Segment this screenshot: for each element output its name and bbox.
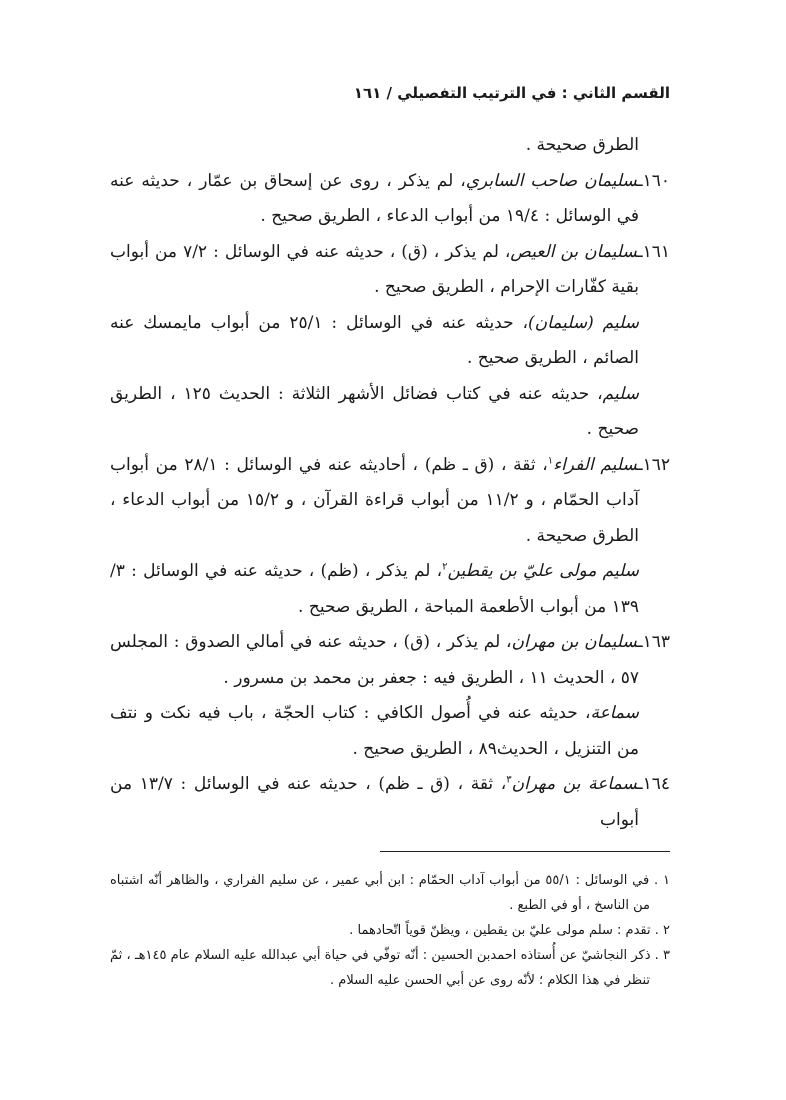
footnote-3: ٣ . ذكر النجاشيّ عن أُستاذه احمدبن الحسين : أنّه توفّي في حياة أبي عبدالله عليه السلام عام ١٤٥هـ ، ثمّ تنظر في هذا الكلام ؛ لأنّه روى عن أبي الحسن عليه السلام . — [110, 948, 670, 988]
main-text — [110, 128, 670, 838]
narrator-name: سليم مولى عليّ بن يقطين — [447, 561, 639, 581]
entry-body: ، ثقة ، (ق ـ ظم) ، أحاديثه عنه في الوسائل : ٢٨/١ من أبواب آداب الحمّام ، و ١١/٢ من أبواب قراءة القرآن ، و ١٥/٢ من أبواب الدعاء ، الطرق صحيحة . — [110, 454, 639, 546]
entry-body: ، حديثه عنه في كتاب فضائل الأشهر الثلاثة : الحديث ١٢٥ ، الطريق صحيح . — [110, 383, 639, 439]
narrator-name: سليم الفراء — [553, 454, 638, 475]
entry-number: ١٦٤ـ — [637, 774, 670, 794]
entry-161 — [110, 235, 670, 306]
entry-number: ١٦١ـ — [637, 241, 670, 262]
entry-body: ، ثقة ، (ق ـ ظم) ، حديثه عنه في الوسائل : ١٣/٧ من أبواب — [110, 774, 639, 830]
lead-line — [110, 128, 639, 164]
entry-number: ١٦٣ـ — [637, 632, 670, 652]
entry-160 — [110, 164, 670, 235]
lead-text: الطرق صحيحة . — [525, 135, 639, 155]
footnote-divider — [380, 851, 670, 852]
entry-body: ، لم يذكر ، (ق) ، حديثه عنه في أمالي الصدوق : المجلس ٥٧ ، الحديث ١١ ، الطريق فيه : جعفر بن محمد بن مسرور . — [110, 632, 639, 688]
narrator-name: سليمان بن مهران — [511, 632, 638, 652]
entry-body: ، حديثه عنه في الوسائل : ٢٥/١ من أبواب مايمسك عنه الصائم ، الطريق صحيح . — [110, 312, 639, 368]
page-header: القسم الثاني : في الترتيب التفصيلي / ١٦١ — [353, 84, 670, 102]
entry-164 — [110, 767, 670, 838]
narrator-name: سليم (سليمان) — [528, 312, 640, 333]
entry-162 — [110, 448, 670, 555]
narrator-name: سليمان صاحب السابري — [465, 170, 638, 191]
sub-entry — [110, 554, 639, 625]
entry-number: ١٦٢ـ — [637, 454, 670, 475]
sub-entry — [110, 696, 639, 767]
narrator-name: سليمان بن العيص — [510, 241, 638, 262]
footnote-ref[interactable]: ١ — [547, 454, 554, 466]
footnote-2: ٢ . تقدم : سلم مولى عليّ بن يقطين ، ويظنّ قوياً اتّحادهما . — [349, 923, 670, 938]
entry-body: ، حديثه عنه في أُصول الكافي : كتاب الحجّة ، باب فيه نكت و نتف من التنزيل ، الحديث٨٩ ، الطريق صحيح . — [110, 703, 639, 759]
entry-163 — [110, 625, 670, 696]
entry-body: ، لم يذكر ، (ظم) ، حديثه عنه في الوسائل : ٣/ ١٣٩ من أبواب الأطعمة المباحة ، الطريق صحيح . — [110, 561, 639, 617]
footnote-ref[interactable]: ٢ — [442, 561, 448, 573]
sub-entry — [110, 306, 639, 377]
entry-number: ١٦٠ـ — [637, 170, 670, 191]
footnote-ref[interactable]: ٣ — [506, 774, 512, 786]
narrator-name: سليم — [602, 383, 639, 404]
entry-body: ، لم يذكر ، (ق) ، حديثه عنه في الوسائل : ٧/٢ من أبواب بقية كفّارات الإحرام ، الطريق صحيح . — [110, 241, 639, 297]
sub-entry — [110, 377, 639, 448]
narrator-name: سماعة بن مهران — [511, 774, 638, 794]
entry-body: ، لم يذكر ، روى عن إسحاق بن عمّار ، حديثه عنه في الوسائل : ١٩/٤ من أبواب الدعاء ، الطريق صحيح . — [110, 170, 639, 226]
footnotes — [110, 868, 670, 993]
footnote-1: ١ . في الوسائل : ٥٥/١ من أبواب آداب الحمّام : ابن أبي عمير ، عن سليم الفراري ، والظاهر أنّه اشتباه من الناسخ ، أو في الطبع . — [110, 873, 670, 913]
narrator-name: سماعة — [590, 703, 639, 723]
